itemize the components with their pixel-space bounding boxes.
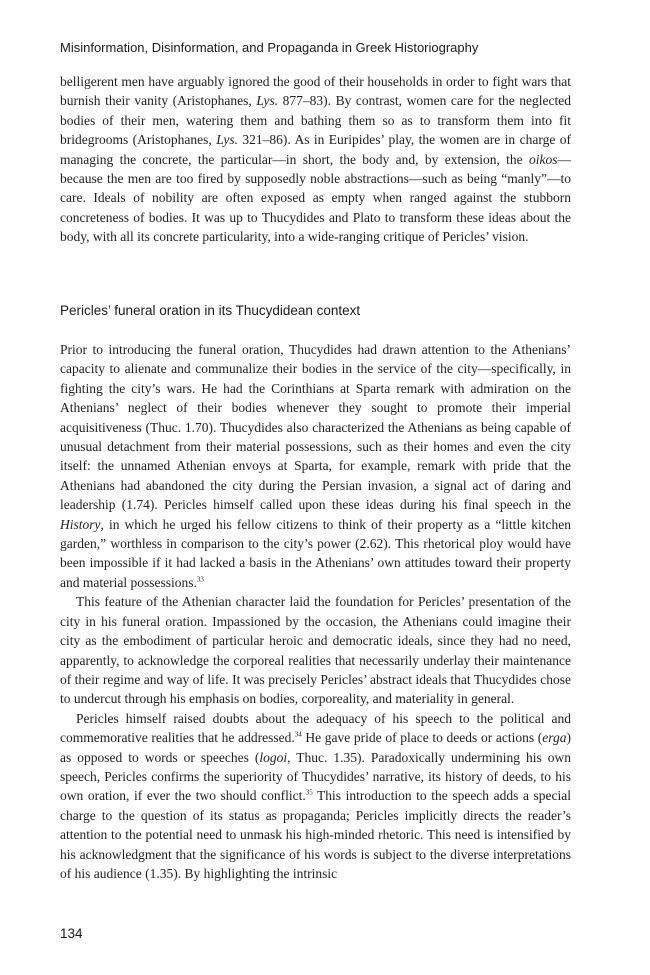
italic-text: logoi [259, 749, 288, 765]
text-run: ) as opposed to words or speeches ( [60, 730, 571, 765]
text-run: This introduction to the speech adds a special charge to the question of its status as propaganda; Pericles implicitly directs the reader’s attention to the potential need to unmask his high-minded rhetoric. This need is intensified by his acknowledgment that the significance of his words is subject to the diverse interpretations of his audience (1.35). By highlighting the intrinsic [60, 788, 571, 881]
text-run: , in which he urged his fellow citizens to think of their property as a “little kitchen garden,” worthless in comparison to the city’s power (2.62). This rhetorical ploy would have been impossible if it had lacked a basis in the Athenians’ own attitudes toward their property and material possessions. [60, 516, 571, 590]
italic-text: History [60, 516, 101, 532]
footnote-marker: 35 [305, 788, 313, 797]
section-body [60, 340, 571, 883]
italic-text: oikos [529, 151, 558, 167]
italic-text: erga [542, 730, 567, 746]
page-number: 134 [60, 926, 83, 941]
section-heading: Pericles’ funeral oration in its Thucydidean context [60, 303, 361, 318]
italic-text: Lys. [256, 93, 279, 109]
text-run: Prior to introducing the funeral oration, Thucydides had drawn attention to the Athenians’ capacity to alienate and communalize their bodies in the service of the city—specifically, in fighting the city’s wars. He had the Corinthians at Sparta remark with admiration on the Athenians’ neglect of their bodies whenever they sought to promote their imperial acquisitiveness (Thuc. 1.70). Thucydides also characterized the Athenians as being capable of unusual detachment from their material possessions, such as their homes and even the city itself: the unnamed Athenian envoys at Sparta, for example, remark with pride that the Athenians had abandoned the city during the Persian invasion, a signal act of daring and leadership (1.74). Pericles himself called upon these ideas during his final speech in the [60, 342, 571, 513]
body-paragraph [60, 592, 571, 708]
text-run: 877–83). By contrast, women care for the neglected bodies of their men, watering them and bathing them so as to transform them into fit bridegrooms (Aristophanes, [60, 93, 572, 148]
text-run: Pericles himself raised doubts about the adequacy of his speech to the political and commemorative realities that he addressed. [60, 710, 571, 746]
text-run: belligerent men have arguably ignored the good of their households in order to fight wars that burnish their vanity (Aristophanes, [60, 74, 571, 109]
text-run: , Thuc. 1.35). Paradoxically undermining his own speech, Pericles confirms the superiority of Thucydides’ narrative, its history of deeds, to his own oration, if ever the two should conflict. [60, 749, 571, 804]
running-head: Misinformation, Disinformation, and Propaganda in Greek Historiography [60, 40, 479, 55]
italic-text: Lys. [216, 132, 238, 148]
footnote-marker: 33 [196, 575, 204, 584]
body-paragraph [60, 72, 571, 247]
body-paragraph [60, 709, 571, 884]
footnote-marker: 34 [294, 730, 302, 739]
body-paragraph [60, 340, 571, 592]
text-run: 321–86). As in Euripides’ play, the women are in charge of managing the concrete, the particular—in short, the body and, by extension, the [60, 132, 571, 167]
text-run: —because the men are too fired by supposedly noble abstractions—such as being “manly”—to care. Ideals of nobility are often exposed as empty when ranged against the stubborn concreteness of bodies. It was up to Thucydides and Plato to transform these ideas about the body, with all its concrete particularity, into a wide-ranging critique of Pericles’ vision. [60, 151, 571, 245]
text-run: He gave pride of place to deeds or actions ( [301, 730, 543, 746]
text-run: This feature of the Athenian character laid the foundation for Pericles’ presentation of the city in his funeral oration. Impassioned by the occasion, the Athenians could imagine their city as the embodiment of particular heroic and democratic ideals, since they had no need, apparently, to acknowledge the corporeal realities that necessarily underlay their maintenance of their regime and way of life. It was precisely Pericles’ abstract ideals that Thucydides chose to undercut through his emphasis on bodies, corporeality, and materiality in general. [60, 594, 571, 707]
